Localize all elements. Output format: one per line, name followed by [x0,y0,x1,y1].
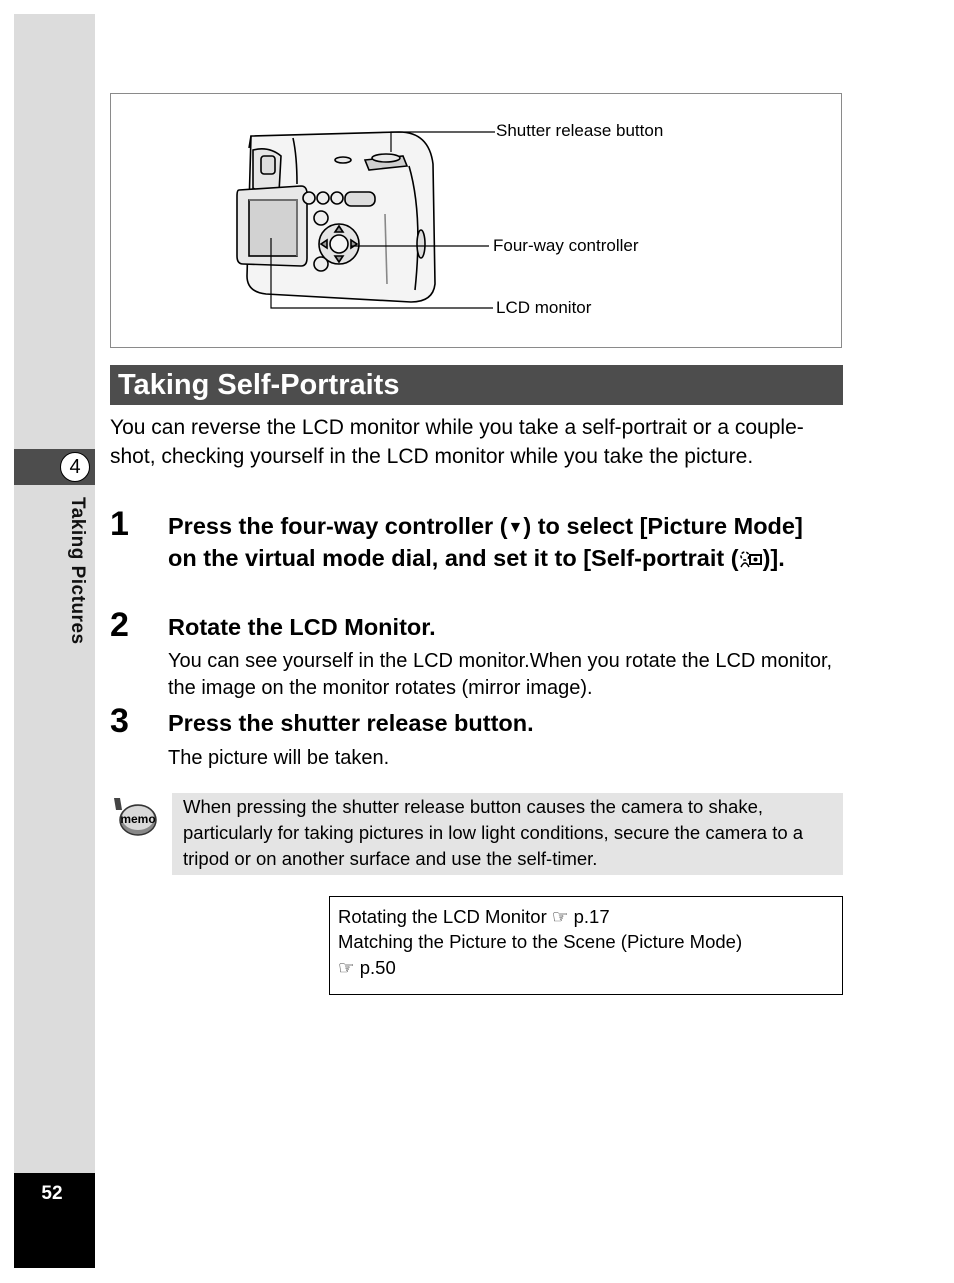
four-way-controller-label: Four-way controller [493,236,639,255]
step-3-description: The picture will be taken. [168,747,390,769]
step-1-title-after: )]. [762,545,785,571]
step-3-number: 3 [110,702,129,740]
step-2-number: 2 [110,606,129,644]
reference-2-text: Matching the Picture to the Scene (Picture Mode) [338,931,743,952]
camera-figure [110,93,842,348]
reference-2-page[interactable]: ☞ p.50 [338,957,396,978]
chapter-title: Taking Pictures [67,497,88,645]
reference-line-1 [338,904,610,929]
memo-icon [110,796,158,843]
reference-1-page[interactable]: ☞ p.17 [551,906,610,927]
step-1-title [168,511,818,574]
page-number: 52 [41,1183,63,1204]
step-1-title-before: Press the four-way controller ( [168,513,508,539]
reference-line-3 [338,955,396,980]
intro-paragraph: You can reverse the LCD monitor while you take a self-portrait or a couple-shot, checking yourself in the LCD monitor while you take the picture. [110,416,804,468]
memo-icon-label: memo [120,812,156,826]
step-1-title-middle: ) to select [Picture Mode] on the virtual mode dial, and set it to [Self-portrait ( [168,513,803,571]
memo-box [172,793,843,875]
chapter-number: 4 [60,452,90,482]
reference-box [329,896,843,995]
section-header [110,365,843,405]
self-portrait-icon [739,546,763,566]
step-2-description: You can see yourself in the LCD monitor.When you rotate the LCD monitor, the image on the monitor rotates (mirror image). [168,650,833,699]
reference-line-2 [338,929,742,954]
memo-text: When pressing the shutter release button causes the camera to shake, particularly for taking pictures in low light conditions, secure the camera to a tripod or on another surface and use the self-timer. [183,796,804,869]
lcd-monitor-label: LCD monitor [496,298,592,317]
camera-illustration [111,94,841,347]
down-arrow-icon: ▼ [507,519,524,536]
shutter-release-label: Shutter release button [496,121,664,140]
step-2-title: Rotate the LCD Monitor. [168,614,436,640]
section-title: Taking Self-Portraits [118,369,400,401]
reference-1-text: Rotating the LCD Monitor [338,906,552,927]
step-3-title: Press the shutter release button. [168,710,534,736]
step-1-number: 1 [110,505,129,543]
